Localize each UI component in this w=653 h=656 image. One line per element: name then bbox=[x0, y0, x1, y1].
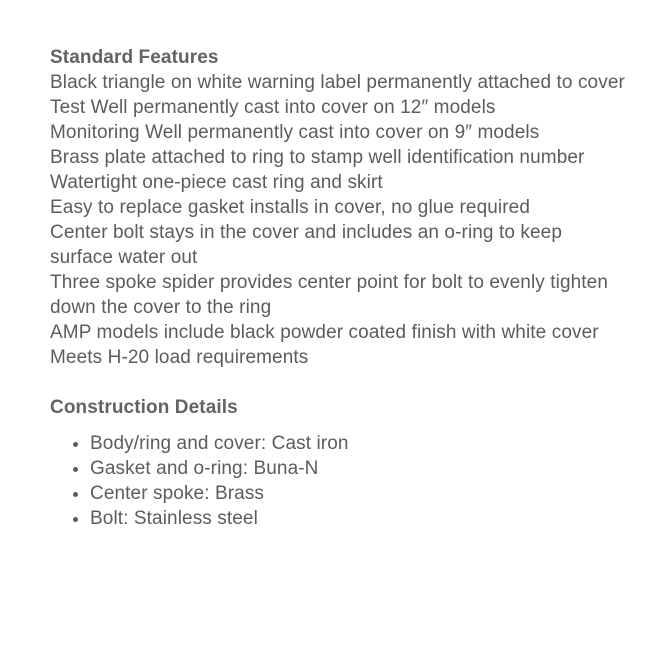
feature-item: Test Well permanently cast into cover on 12″ models bbox=[50, 97, 496, 118]
construction-details-list bbox=[50, 431, 625, 531]
section-spacer bbox=[50, 370, 625, 395]
standard-features-heading: Standard Features bbox=[50, 47, 219, 68]
detail-item: • Center spoke: Brass bbox=[90, 481, 625, 506]
feature-item: Easy to replace gasket installs in cover, no glue required bbox=[50, 197, 531, 218]
standard-features-list bbox=[50, 70, 625, 370]
feature-item: Meets H-20 load requirements bbox=[50, 347, 309, 368]
detail-item: • Bolt: Stainless steel bbox=[90, 506, 625, 531]
feature-item: Watertight one-piece cast ring and skirt bbox=[50, 172, 383, 193]
detail-item: • Body/ring and cover: Cast iron bbox=[90, 431, 625, 456]
feature-item: Center bolt stays in the cover and includes an o-ring to keep surface water out bbox=[50, 222, 563, 268]
feature-item: Three spoke spider provides center point for bolt to evenly tighten down the cover to the ring bbox=[50, 272, 609, 318]
feature-item: Monitoring Well permanently cast into cover on 9″ models bbox=[50, 122, 540, 143]
construction-details-heading: Construction Details bbox=[50, 397, 238, 418]
feature-item: Brass plate attached to ring to stamp well identification number bbox=[50, 147, 585, 168]
feature-item: Black triangle on white warning label permanently attached to cover bbox=[50, 72, 625, 93]
detail-item: • Gasket and o-ring: Buna-N bbox=[90, 456, 625, 481]
product-specs bbox=[50, 45, 625, 531]
feature-item: AMP models include black powder coated finish with white cover bbox=[50, 322, 599, 343]
